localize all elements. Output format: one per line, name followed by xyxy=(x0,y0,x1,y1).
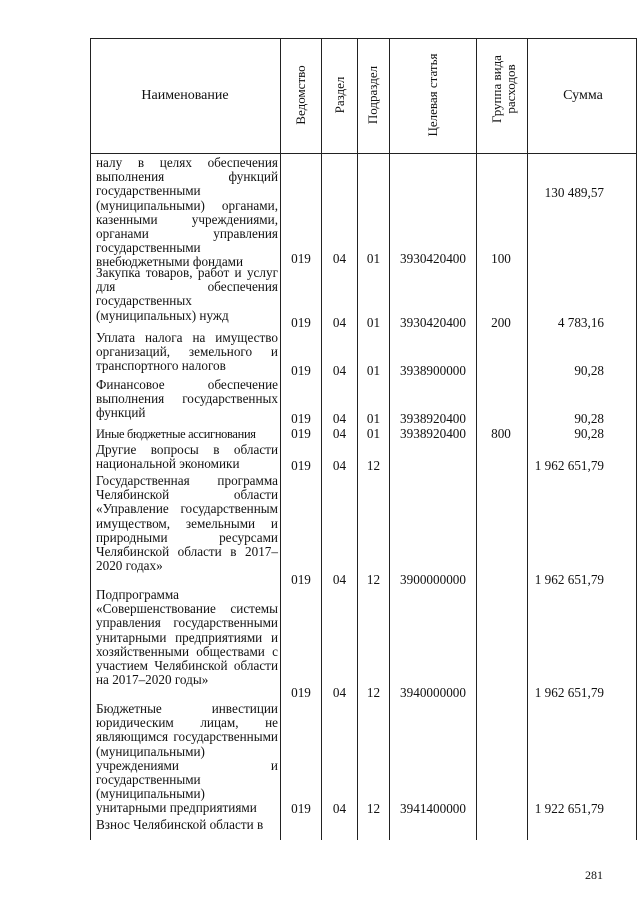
table-cell-sum: 130 489,57 xyxy=(544,185,604,200)
header-podrazdel: Подраздел xyxy=(365,65,380,125)
table-cell-podr: 01 xyxy=(366,411,381,426)
table-cell-sum: 1 922 651,79 xyxy=(534,801,604,816)
table-row-name: налу в целях обеспечения выполнения функций государственными (муниципальными) органами, казенными учреждениями, органами управления государственными внебюджетными фондами xyxy=(96,155,278,270)
table-row-name: Уплата налога на имущество организаций, земельного и транспортного налогов xyxy=(96,330,278,374)
table-row-name: Подпрограмма «Совершенствование системы управления государственными унитарными предприятиями и хозяйственными обществами с участием Челябинской области на 2017–2020 годы» xyxy=(96,587,278,688)
table-cell-grp: 200 xyxy=(491,315,511,330)
table-cell-ved: 019 xyxy=(291,458,311,473)
table-cell-grp: 100 xyxy=(491,251,511,266)
col-border-right xyxy=(636,38,637,840)
table-cell-razd: 04 xyxy=(332,426,347,441)
table-row-name: Государственная программа Челябинской области «Управление государственным имуществом, земельными и природными ресурсами Челябинской области в 2017–2020 годах» xyxy=(96,473,278,574)
table-cell-razd: 04 xyxy=(332,801,347,816)
table-cell-ved: 019 xyxy=(291,426,311,441)
header-razdel: Раздел xyxy=(332,76,347,114)
table-cell-ved: 019 xyxy=(291,315,311,330)
table-cell-cel: 3930420400 xyxy=(400,315,466,330)
table-row-name: Другие вопросы в области национальной экономики xyxy=(96,442,278,472)
table-cell-podr: 12 xyxy=(366,572,381,587)
table-cell-razd: 04 xyxy=(332,685,347,700)
table-cell-cel: 3938920400 xyxy=(400,411,466,426)
table-cell-sum: 1 962 651,79 xyxy=(534,572,604,587)
table-cell-sum: 1 962 651,79 xyxy=(534,458,604,473)
table-row-name: Бюджетные инвестиции юридическим лицам, не являющимся государственными (муниципальными) учреждениями и государственными (муниципальными) унитарными предприятиями xyxy=(96,701,278,816)
table-cell-ved: 019 xyxy=(291,801,311,816)
table-cell-ved: 019 xyxy=(291,411,311,426)
table-cell-razd: 04 xyxy=(332,411,347,426)
table-row-name: Иные бюджетные ассигнования xyxy=(96,427,256,441)
table-cell-cel: 3941400000 xyxy=(400,801,466,816)
table-cell-ved: 019 xyxy=(291,572,311,587)
table-cell-podr: 01 xyxy=(366,315,381,330)
header-celevaya: Целевая статья xyxy=(425,53,440,137)
header-vedomstvo: Ведомство xyxy=(293,65,308,125)
table-cell-cel: 3930420400 xyxy=(400,251,466,266)
table-cell-sum: 4 783,16 xyxy=(557,315,604,330)
table-cell-razd: 04 xyxy=(332,251,347,266)
table-cell-sum: 90,28 xyxy=(574,426,604,441)
table-cell-ved: 019 xyxy=(291,363,311,378)
table-cell-sum: 1 962 651,79 xyxy=(534,685,604,700)
table-cell-sum: 90,28 xyxy=(574,363,604,378)
table-top-border xyxy=(90,38,637,39)
col-border-left xyxy=(90,38,91,840)
table-cell-cel: 3940000000 xyxy=(400,685,466,700)
table-cell-podr: 01 xyxy=(366,426,381,441)
table-cell-podr: 12 xyxy=(366,685,381,700)
header-name: Наименование xyxy=(141,88,229,103)
page-number: 281 xyxy=(585,868,603,882)
table-cell-cel: 3900000000 xyxy=(400,572,466,587)
table-cell-podr: 12 xyxy=(366,801,381,816)
table-cell-ved: 019 xyxy=(291,685,311,700)
table-cell-ved: 019 xyxy=(291,251,311,266)
table-cell-razd: 04 xyxy=(332,572,347,587)
table-cell-razd: 04 xyxy=(332,363,347,378)
header-summa: Сумма xyxy=(563,88,603,103)
table-cell-cel: 3938900000 xyxy=(400,363,466,378)
table-cell-podr: 01 xyxy=(366,251,381,266)
table-cell-cel: 3938920400 xyxy=(400,426,466,441)
table-cell-razd: 04 xyxy=(332,315,347,330)
table-cell-grp: 800 xyxy=(491,426,511,441)
table-row-name: Закупка товаров, работ и услуг для обеспечения государственных (муниципальных) нужд xyxy=(96,265,278,323)
header-gruppa-line1: Группа вида xyxy=(489,55,504,123)
table-cell-razd: 04 xyxy=(332,458,347,473)
table-cell-podr: 01 xyxy=(366,363,381,378)
header-gruppa-line2: расходов xyxy=(503,64,518,114)
table-cell-podr: 12 xyxy=(366,458,381,473)
header-bottom-border xyxy=(90,153,637,154)
table-row-name: Финансовое обеспечение выполнения государственных функций xyxy=(96,377,278,421)
table-cell-sum: 90,28 xyxy=(574,411,604,426)
table-row-name: Взнос Челябинской области в xyxy=(96,817,264,832)
